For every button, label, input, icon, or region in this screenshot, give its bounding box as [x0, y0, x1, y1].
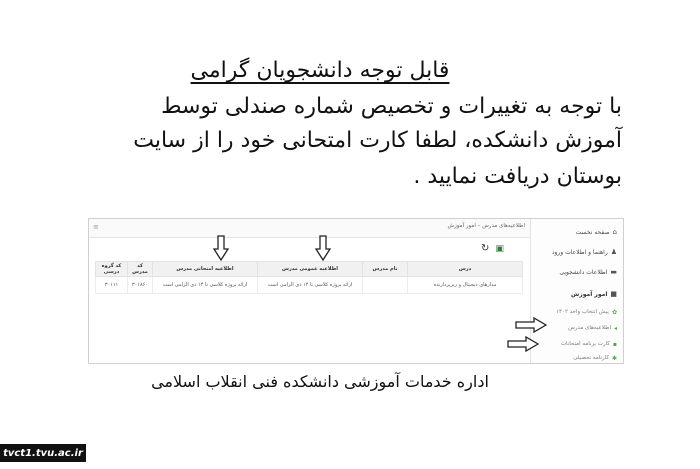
menu-icon[interactable]: ≡ — [93, 223, 99, 231]
notice-line-3: بوستان دریافت نمایید . — [413, 164, 622, 189]
col-exam-notice: اطلاعیه امتحانی مدرس — [153, 262, 258, 277]
refresh-icon[interactable]: ↻ — [481, 243, 490, 254]
sidebar-item-preselect[interactable]: ✿ پیش انتخاب واحد ۱۴۰۲ — [556, 308, 617, 316]
notice-title: قابل توجه دانشجویان گرامی — [190, 58, 450, 83]
breadcrumb: اطلاعیه‌های مدرس – امور آموزش — [447, 223, 525, 229]
notice-line-2: آموزش دانشکده، لطفا کارت امتحانی خود را از سایت — [133, 128, 622, 153]
col-group-code: کد گروه درسی — [96, 262, 128, 277]
table-tools — [481, 243, 510, 254]
sidebar-item-exam-card[interactable]: ▪ کارت برنامه امتحانات — [560, 340, 617, 348]
office-caption: اداره خدمات آموزشی دانشکده فنی انقلاب اسلامی — [151, 372, 489, 391]
course-table — [95, 261, 523, 294]
portal-screenshot — [88, 218, 624, 364]
sidebar-item-teacher-notices[interactable]: ◂ اطلاعیه‌های مدرس — [568, 324, 617, 332]
sidebar-item-guide[interactable]: ♟ راهنما و اطلاعات ورود — [551, 248, 617, 256]
sidebar-item-student-info[interactable]: ▬ اطلاعات دانشجویی — [559, 268, 617, 276]
notice-line-1: با توجه به تغییرات و تخصیص شماره صندلی توسط — [161, 94, 622, 119]
sidebar-item-home[interactable]: ⌂ صفحه نخست — [575, 228, 617, 236]
col-general-notice: اطلاعیه عمومی مدرس — [258, 262, 363, 277]
card-icon: ▬ — [610, 268, 617, 276]
table-header-row — [96, 262, 523, 277]
col-teacher: نام مدرس — [363, 262, 408, 277]
gear-icon: ✿ — [611, 308, 617, 316]
megaphone-icon: ◂ — [613, 324, 617, 332]
col-course: درس — [408, 262, 523, 277]
table-row[interactable]: مدارهای دیجیتال و ریزپردازنده ارائه پروژه کلاسی تا ۱۴ دی الزامی است ارائه پروژه کلاسی تا ۱۴ دی الزامی است ۳۰۱۸۶۰ ۳۰۱۱۱ — [96, 277, 523, 294]
portal-sidebar — [530, 219, 623, 363]
site-url-badge[interactable]: tvct1.tvu.ac.ir — [0, 444, 86, 462]
folder-icon: ■ — [610, 290, 617, 298]
arrow-down-icon — [213, 235, 229, 261]
users-icon: ♟ — [610, 248, 617, 256]
sidebar-item-transcript[interactable]: ✱ کارنامه تحصیلی — [573, 354, 617, 362]
home-icon: ⌂ — [612, 228, 617, 236]
card-icon: ▪ — [612, 340, 617, 348]
col-teacher-code: کد مدرس — [127, 262, 152, 277]
sidebar-item-education[interactable]: ■ امور آموزش — [571, 290, 617, 298]
arrow-right-icon — [507, 336, 539, 352]
arrow-down-icon — [315, 235, 331, 261]
excel-icon[interactable]: ▣ — [495, 244, 504, 254]
list-icon: ✱ — [611, 354, 617, 362]
arrow-right-icon — [515, 317, 547, 333]
